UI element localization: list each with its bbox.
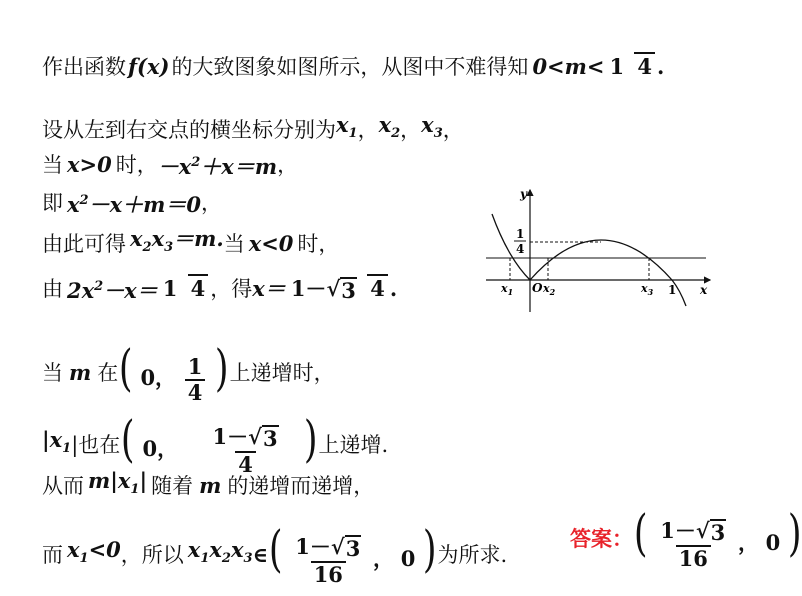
text-line-3: 当 x>0 时， $-x^2+x=m$ ， [42, 152, 299, 179]
text-line-10: 而 $x_1<0$ ，所以 $x_1x_2x_3$ ∈ ( 1－ √ 3 16 ， 0 ) 为所求. [42, 520, 508, 587]
x3-label: $x_3$ [641, 282, 654, 297]
open-interval: ( 0， 1－ √ 3 4 ) [121, 410, 318, 477]
math-product: $x_1x_2x_3$ [187, 537, 253, 567]
text-line-8: $|x_1$ |也在 ( 0， 1－ √ 3 4 ) 上递增. [42, 410, 389, 477]
math-equation: $-x^2+x=m$ [157, 154, 278, 179]
math-inequality: 0<m< [532, 54, 605, 79]
open-interval: ( 0， $\frac{1}{4}$ ) [119, 339, 229, 405]
answer-box [570, 504, 802, 571]
math-x2: $x_2$ [378, 112, 401, 142]
math-equation: $2x^2-x=$ [67, 278, 158, 303]
text-line-4: 即 $x^2-x+m=0$ ， [42, 188, 222, 218]
math-x3: $x_3$ [421, 112, 443, 142]
fraction-one-quarter: 1 4 [606, 54, 655, 80]
result-interval: ( 1－ √ 3 16 ， 0 ) [269, 520, 437, 587]
math-product: $x_2x_3=m$. [130, 226, 224, 256]
y-axis-label: y [520, 187, 527, 201]
answer-label: 答案： [570, 525, 633, 551]
text: 的大致图象如图所示，从图中不难得知 [171, 55, 529, 79]
x1-label: $x_1$ [501, 282, 514, 297]
quarter-den: 4 [516, 242, 525, 256]
math-x1-negative: $x_1<0$ [67, 537, 121, 567]
text-line-5: 由此可得 $x_2x_3=m$. 当 x<0 时， [42, 226, 339, 261]
function-graph [486, 186, 716, 314]
text-line-1: 作出函数 f(x) 的大致图象如图所示，从图中不难得知 0<m< 1 4 . [42, 54, 665, 79]
math-equation: $x^2-x+m=0$ [67, 192, 201, 217]
text-line-2: 设从左到右交点的横坐标分别为 $x_1$ ， $x_2$ ， $x_3$ ， [42, 112, 464, 147]
math-x1: $x_1$ [336, 112, 358, 142]
fraction-one-quarter: 1 4 [160, 276, 209, 302]
one-label: 1 [668, 283, 677, 297]
answer-interval: ( 1－ √ 3 16 ， 0 ) [633, 504, 802, 571]
fraction-root: 1－ √ 3 4 [288, 276, 388, 303]
math-m-abs-x1: $m|x_1|$ [88, 468, 148, 498]
text-line-9: 从而 $m|x_1|$ 随着 m 的递增而递增， [42, 468, 374, 503]
origin-label: O [532, 281, 543, 295]
math-abs-x1: $|x_1$ [42, 427, 72, 457]
text: 作出函数 [42, 55, 126, 79]
text-line-6: 由 $2x^2-x=$ 1 4 ，得 x＝ 1－ √ 3 4 . [42, 275, 398, 303]
x-axis-label: x [700, 283, 708, 297]
math-fx: f(x) [128, 54, 170, 79]
text-line-7: 当 m 在 ( 0， $\frac{1}{4}$ ) 上递增时， [42, 339, 335, 405]
x2-label: $x_2$ [543, 282, 556, 297]
quarter-num: 1 [516, 227, 525, 241]
